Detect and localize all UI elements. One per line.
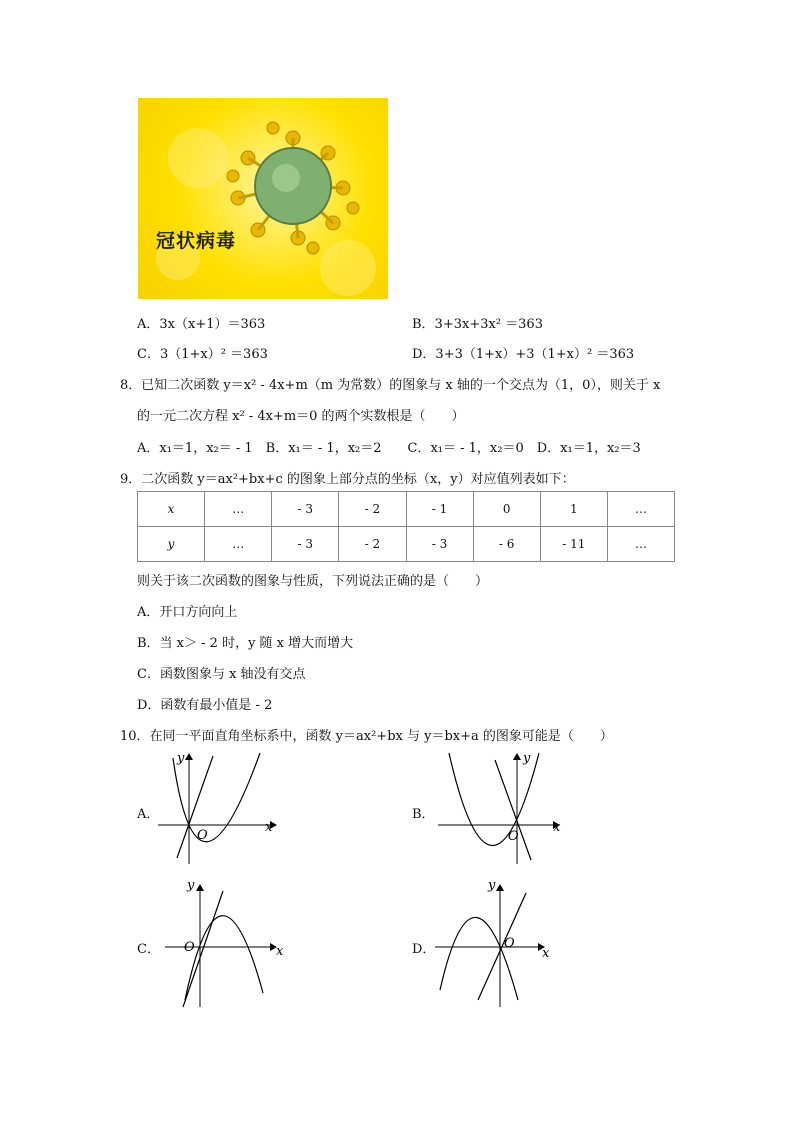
origin-label: O: [184, 940, 195, 955]
table-cell: x: [138, 492, 205, 527]
table-cell: …: [607, 527, 674, 562]
q7-option-d: D．3+3（1+x）+3（1+x）² ＝363: [412, 347, 635, 362]
y-axis-label: y: [187, 878, 195, 893]
x-axis-label: x: [265, 820, 273, 835]
y-axis-label: y: [488, 878, 496, 893]
q7-option-c: C．3（1+x）² ＝363: [137, 347, 268, 362]
q10-label-c: C．: [137, 942, 160, 957]
q8-stem-line2: 的一元二次方程 x² - 4x+m＝0 的两个实数根是（ ）: [137, 409, 465, 424]
virus-illustration: [138, 98, 388, 299]
q9-option-c: C．函数图象与 x 轴没有交点: [137, 667, 306, 682]
q10-label-a: A．: [137, 807, 160, 822]
table-cell: …: [607, 492, 674, 527]
q10-graph-b: [435, 748, 565, 870]
coronavirus-image: [138, 98, 388, 299]
table-cell: y: [138, 527, 205, 562]
q7-option-a: A．3x（x+1）＝363: [137, 317, 266, 332]
table-cell: 1: [540, 492, 607, 527]
table-row-x: [138, 492, 675, 527]
q9-stem: 9．二次函数 y＝ax²+bx+c 的图象上部分点的坐标（x，y）对应值列表如下：: [120, 472, 575, 487]
q9-question: 则关于该二次函数的图象与性质，下列说法正确的是（ ）: [137, 574, 489, 589]
table-cell: - 3: [272, 527, 339, 562]
y-axis-label: y: [523, 751, 531, 766]
table-row-y: [138, 527, 675, 562]
q10-graph-d: [430, 875, 560, 1014]
virus-caption: 冠状病毒: [156, 230, 237, 252]
q10-stem: 10．在同一平面直角坐标系中，函数 y＝ax²+bx 与 y＝bx+a 的图象可能是（ ）: [120, 729, 613, 744]
q10-graph-c: [155, 875, 285, 1014]
x-axis-label: x: [553, 820, 561, 835]
table-cell: …: [205, 492, 272, 527]
q10-label-d: D．: [412, 942, 436, 957]
table-cell: - 2: [339, 492, 406, 527]
table-cell: - 6: [473, 527, 540, 562]
x-axis-label: x: [542, 946, 550, 961]
y-axis-label: y: [177, 751, 185, 766]
origin-label: O: [508, 829, 519, 844]
table-cell: 0: [473, 492, 540, 527]
x-axis-label: x: [276, 944, 284, 959]
q10-graph-a: [155, 748, 280, 870]
q8-stem-line1: 8．已知二次函数 y＝x² - 4x+m（m 为常数）的图象与 x 轴的一个交点为（1，0），则关于 x: [120, 378, 661, 393]
table-cell: - 11: [540, 527, 607, 562]
q8-options: A．x₁＝1，x₂＝ - 1 B．x₁＝ - 1，x₂＝2 C．x₁＝ - 1，x₂＝0 D．x₁＝1，x₂＝3: [137, 441, 641, 456]
origin-label: O: [197, 828, 208, 843]
table-cell: - 2: [339, 527, 406, 562]
q10-label-b: B．: [412, 807, 435, 822]
q9-option-d: D．函数有最小值是 - 2: [137, 698, 273, 713]
table-cell: …: [205, 527, 272, 562]
q9-option-a: A．开口方向向上: [137, 605, 238, 620]
origin-label: O: [504, 936, 515, 951]
table-cell: - 1: [406, 492, 473, 527]
q7-option-b: B．3+3x+3x² ＝363: [412, 317, 543, 332]
table-cell: - 3: [406, 527, 473, 562]
table-cell: - 3: [272, 492, 339, 527]
q9-value-table: [137, 491, 675, 562]
q9-option-b: B．当 x＞ - 2 时，y 随 x 增大而增大: [137, 636, 354, 651]
